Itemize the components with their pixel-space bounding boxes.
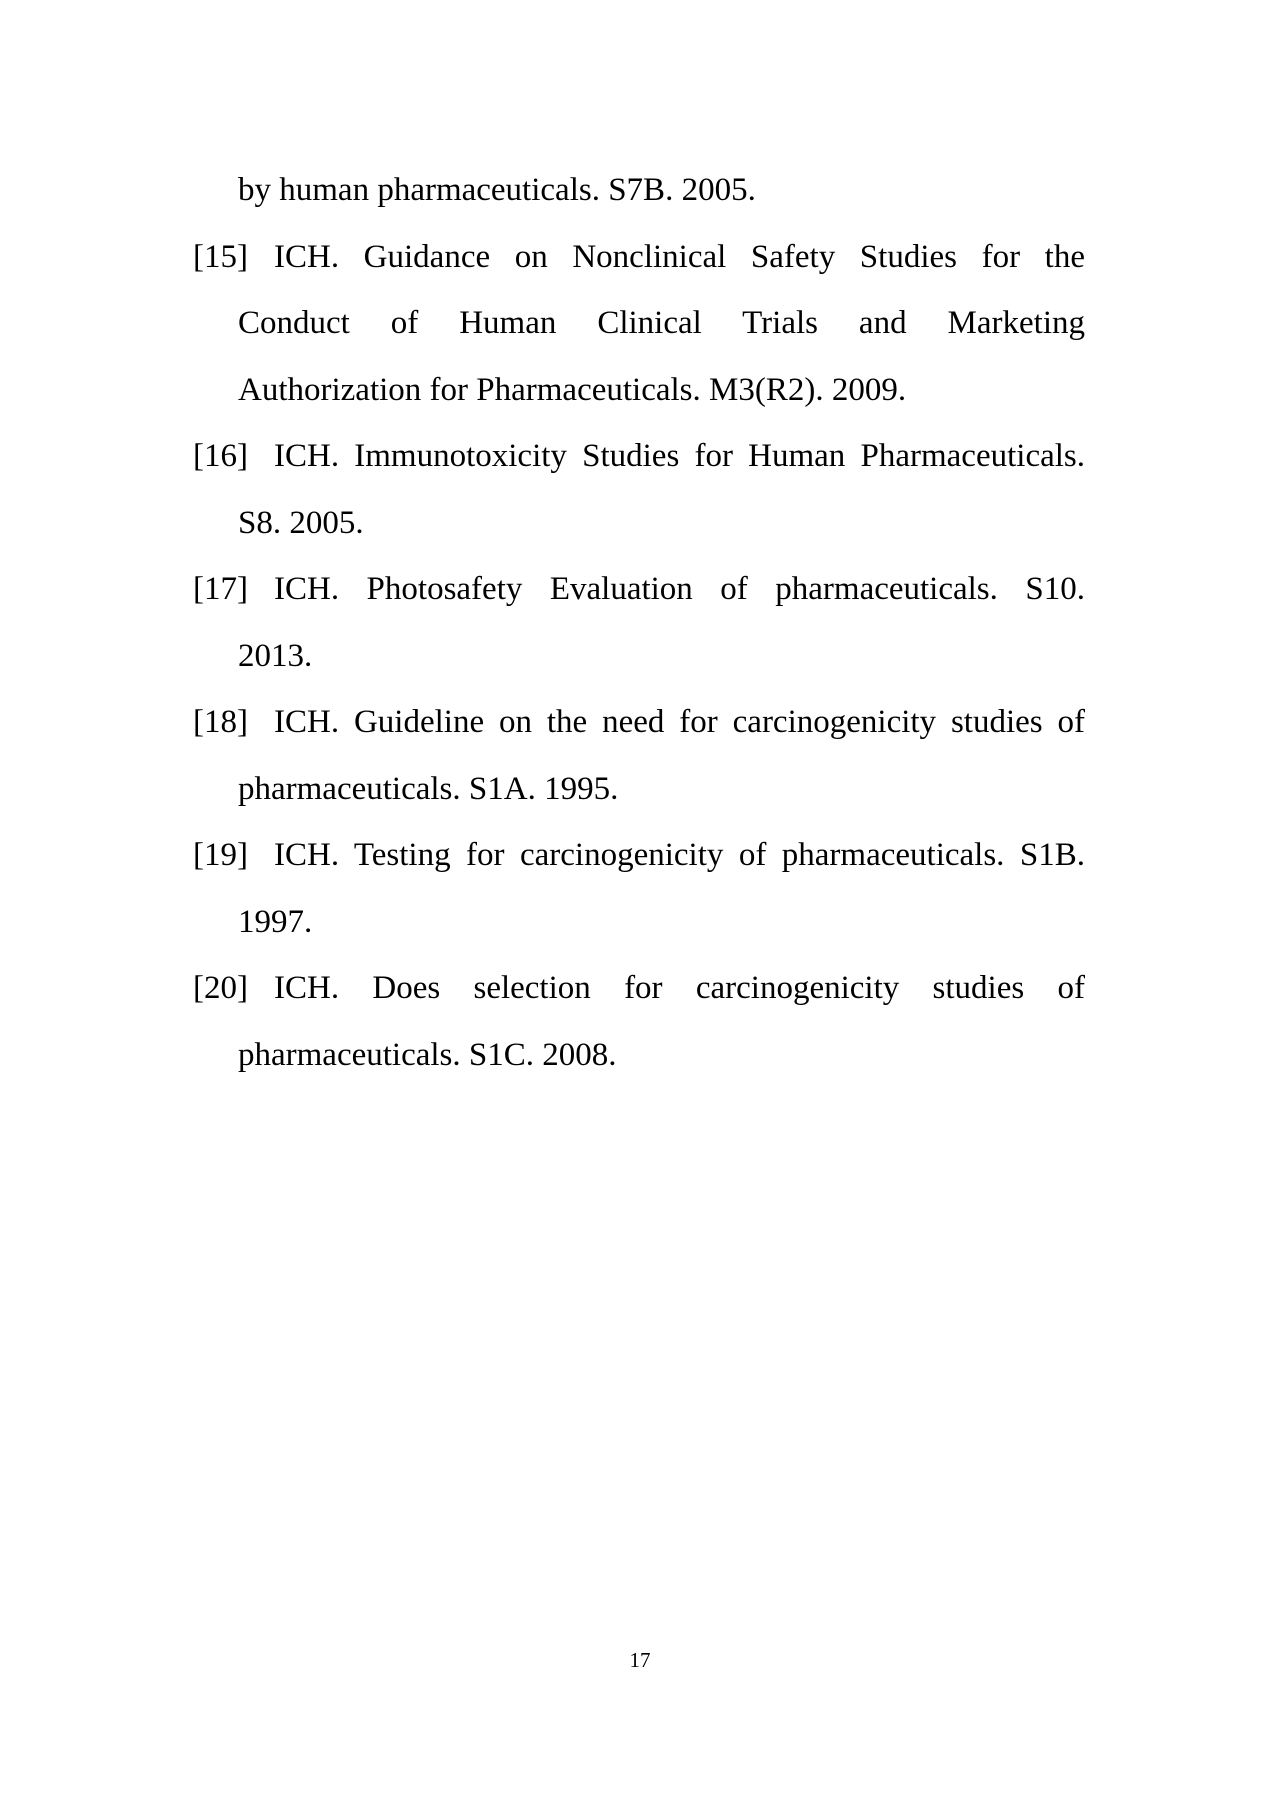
- reference-text: ICH. Testing for carcinogenicity of pharmaceuticals. S1B.: [273, 837, 1085, 873]
- reference-number: [18]: [193, 704, 248, 740]
- reference-number: [20]: [193, 970, 248, 1006]
- page-number: 17: [629, 1648, 651, 1672]
- reference-text: S8. 2005.: [238, 504, 364, 541]
- reference-text: Conduct of Human Clinical Trials and Marketing: [238, 305, 1085, 341]
- reference-line: [238, 290, 1085, 357]
- reference-line: [193, 689, 1085, 756]
- reference-text: pharmaceuticals. S1C. 2008.: [238, 1036, 617, 1073]
- reference-line: [238, 756, 1085, 823]
- references-list: [193, 157, 1085, 1088]
- reference-line: [238, 490, 1085, 557]
- reference-text: ICH. Guidance on Nonclinical Safety Studies for the: [273, 238, 1085, 275]
- reference-line: [238, 623, 1085, 690]
- reference-text: ICH. Immunotoxicity Studies for Human Pharmaceuticals.: [273, 438, 1085, 474]
- reference-text: Authorization for Pharmaceuticals. M3(R2). 2009.: [238, 371, 907, 408]
- reference-text: by human pharmaceuticals. S7B. 2005.: [238, 172, 756, 208]
- reference-number: [15]: [193, 238, 248, 275]
- reference-number: [17]: [193, 571, 248, 607]
- reference-text: ICH. Photosafety Evaluation of pharmaceuticals. S10.: [273, 571, 1085, 607]
- reference-line: [193, 556, 1085, 623]
- reference-text: ICH. Guideline on the need for carcinogenicity studies of: [273, 704, 1085, 740]
- reference-text: 2013.: [238, 637, 313, 674]
- reference-number: [16]: [193, 438, 248, 474]
- reference-line: [238, 1022, 1085, 1089]
- reference-text: pharmaceuticals. S1A. 1995.: [238, 770, 619, 807]
- reference-text: ICH. Does selection for carcinogenicity studies of: [273, 970, 1085, 1006]
- reference-text: 1997.: [238, 903, 313, 940]
- reference-line: [193, 423, 1085, 490]
- reference-line: [193, 224, 1085, 291]
- reference-number: [19]: [193, 837, 248, 873]
- reference-line: [238, 157, 1085, 224]
- reference-line: [238, 357, 1085, 424]
- reference-line: [193, 822, 1085, 889]
- reference-line: [238, 889, 1085, 956]
- reference-line: [193, 955, 1085, 1022]
